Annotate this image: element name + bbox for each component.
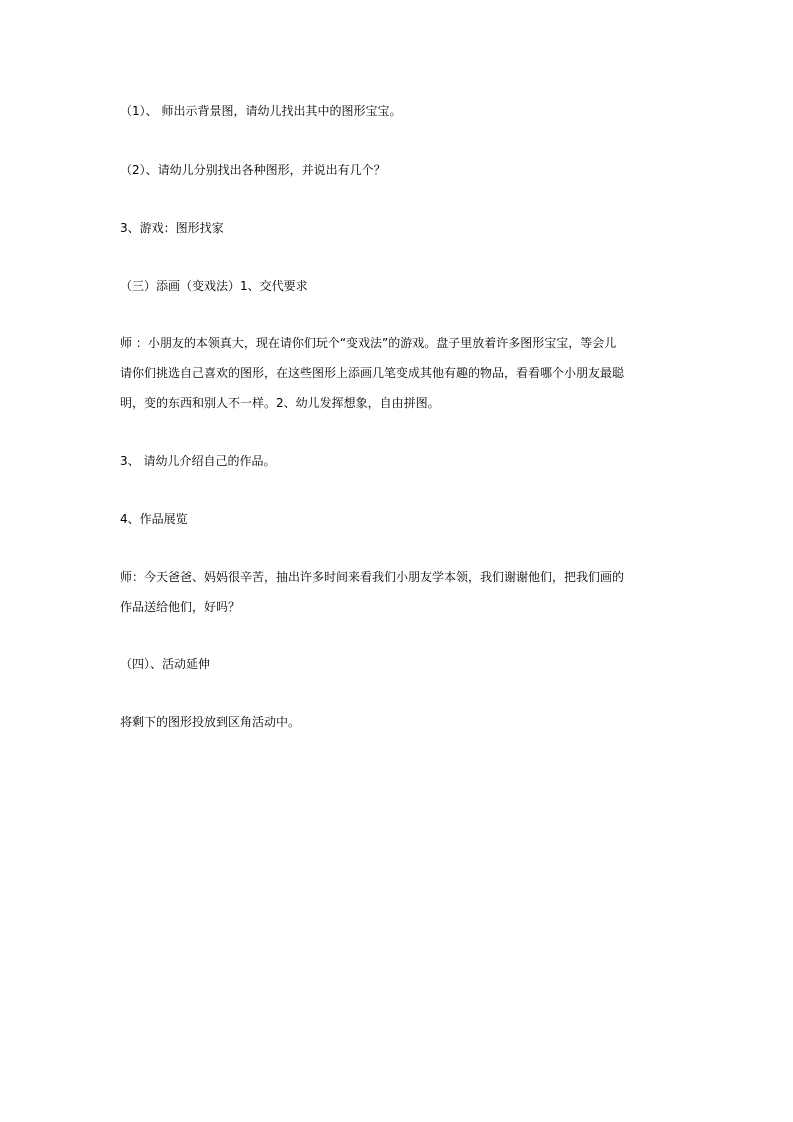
- section-3-heading: （三）添画（变戏法）1、交代要求: [120, 279, 308, 293]
- paragraph-line: 师：今天爸爸、妈妈很辛苦，抽出许多时间来看我们小朋友学本领，我们谢谢他们，把我们画的: [120, 570, 625, 584]
- closing-line: 将剩下的图形投放到区角活动中。: [120, 715, 301, 729]
- step-4-exhibition: 4、作品展览: [120, 512, 188, 526]
- paragraph-line: 师 ：小朋友的本领真大，现在请你们玩个“变戏法”的游戏。盘子里放着许多图形宝宝，等会儿: [120, 336, 617, 350]
- teacher-paragraph-1: [120, 328, 680, 418]
- teacher-paragraph-2: [120, 562, 680, 622]
- item-1-show-background: （1）、 师出示背景图，请幼儿找出其中的图形宝宝。: [120, 104, 402, 118]
- step-3-introduce-work: 3、 请幼儿介绍自己的作品。: [120, 454, 276, 468]
- paragraph-line: 明，变的东西和别人不一样。2、幼儿发挥想象，自由拼图。: [120, 396, 440, 410]
- item-2-find-shapes: （2）、请幼儿分别找出各种图形，并说出有几个？: [120, 163, 386, 177]
- paragraph-line: 作品送给他们，好吗？: [120, 600, 241, 614]
- paragraph-line: 请你们挑选自己喜欢的图形，在这些图形上添画几笔变成其他有趣的物品，看看哪个小朋友最聪: [120, 366, 625, 380]
- game-heading: 3、游戏：图形找家: [120, 221, 224, 235]
- section-4-heading: （四）、活动延伸: [120, 657, 211, 671]
